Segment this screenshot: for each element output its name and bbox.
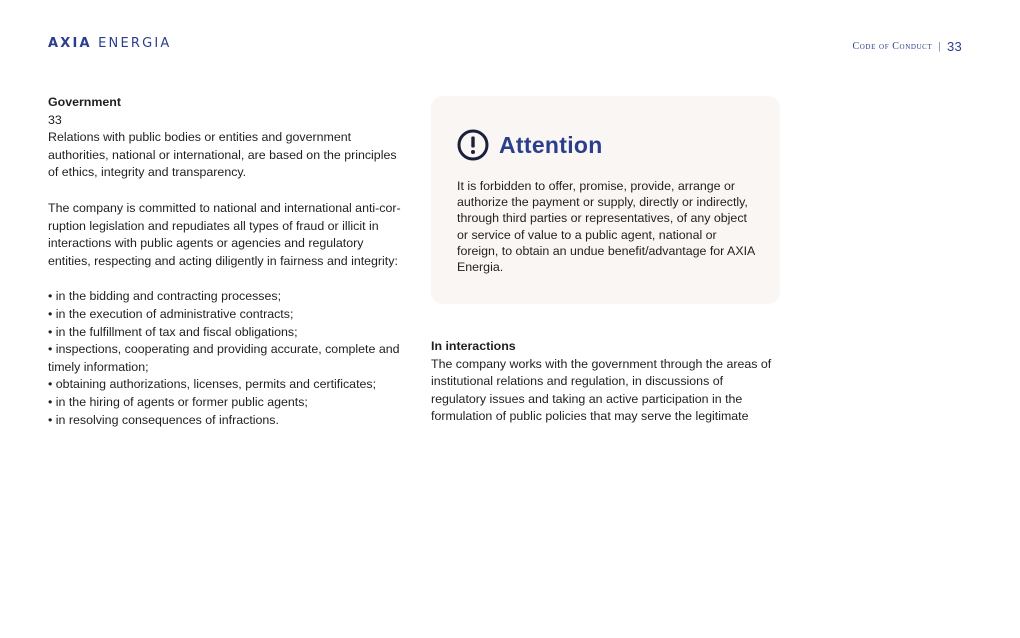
section-heading: Government (48, 95, 121, 109)
document-title: Code of Conduct (852, 41, 933, 52)
logo-energia: ENERGIA (98, 36, 172, 51)
list-item: • in the bidding and contracting processes; (48, 289, 282, 304)
company-logo (48, 36, 172, 51)
list-item: • in resolving consequences of infractions. (48, 412, 279, 427)
commitment-paragraph: The company is committed to national and international anti-cor-ruption legislation and repudiates all types of fraud or illicit in interactions with public agents or agencies and regulatory entities, respecting and acting diligently in fairness and integrity: (48, 200, 401, 268)
intro-paragraph: Relations with public bodies or entities and government authorities, national or international, are based on the principles of ethics, integrity and transparency. (48, 130, 397, 180)
list-item: • in the execution of administrative contracts; (48, 306, 294, 321)
left-column (48, 94, 408, 429)
interactions-heading: In interactions (431, 339, 516, 353)
list-item: • inspections, cooperating and providing accurate, complete and timely information; (48, 342, 400, 374)
page-number: 33 (946, 39, 962, 54)
attention-title: Attention (499, 131, 603, 158)
attention-text: It is forbidden to offer, promise, provide, arrange or authorize the payment or supply, directly or indirectly, through third parties or representatives, of any object or service of value to a public agent, national or foreign, to obtain an undue benefit/advantage for AXIA Energia. (457, 179, 755, 275)
attention-box (431, 96, 780, 304)
interactions-section (431, 338, 781, 426)
list-item: • in the hiring of agents or former public agents; (48, 394, 308, 409)
list-item: • in the fulfillment of tax and fiscal obligations; (48, 324, 298, 339)
exclamation-circle-icon (457, 129, 489, 161)
section-heading-number: 33 (48, 112, 62, 127)
list-item: • obtaining authorizations, licenses, permits and certificates; (48, 377, 377, 392)
interactions-paragraph: The company works with the government through the areas of institutional relations and regulation, in discussions of regulatory issues and taking an active participation in the formulation of public policies that may serve the legitimate (431, 356, 772, 424)
bullet-list (48, 288, 408, 429)
running-head (852, 39, 962, 54)
logo-axia: AXIA (48, 36, 92, 51)
header-separator: | (938, 41, 941, 52)
attention-header (457, 129, 603, 161)
